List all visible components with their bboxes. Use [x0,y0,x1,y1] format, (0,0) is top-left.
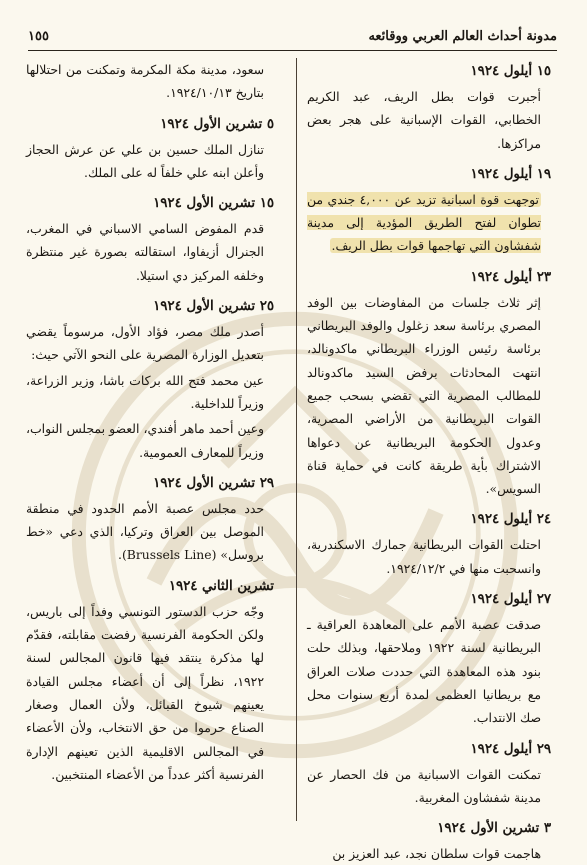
entry-date-heading: ٢٧ أيلول ١٩٢٤ [470,592,551,608]
entry-date-heading: ٢٩ تشرين الأول ١٩٢٤ [153,475,274,491]
entry-date-heading: ١٥ تشرين الأول ١٩٢٤ [153,196,274,212]
entry-text [26,417,264,464]
chronology-entry [26,573,280,786]
entry-date-heading: تشرين الثاني ١٩٢٤ [168,578,274,594]
chronology-entry [307,506,557,580]
entry-date-heading: ٢٤ أيلول ١٩٢٤ [470,512,551,528]
left-column [26,58,280,821]
entry-date-heading: ٢٩ أيلول ١٩٢٤ [470,741,551,757]
entry-text-content: قدم المفوض السامي الاسباني في المغرب، الجنرال أزيفاوا، استقالته بصورة غير منتظرة وخلفه المركيز دي استيلا. [26,221,264,283]
entry-text-content: هاجمت قوات سلطان نجد، عبد العزيز بن [332,846,541,862]
entry-text-content: وجّه حزب الدستور التونسي وفداً إلى باريس، ولكن الحكومة الفرنسية رفضت مقابلته، فقدّم لها مذكرة ينتقد فيها قانون المجالس لسنة ١٩٢٢، نظراً إلى أن أعضاء مجلس القيادة يعينهم شيوخ القبائل، ولأن العمال وصغار الصناع حرموا من حق الانتخاب، ولأن الأعضاء في المجالس الاقليمية الذين تعينهم الإدارة الفرنسية أكثر عدداً من الأعضاء المنتخبين. [26,603,264,782]
entry-text [26,58,264,105]
header-rule [28,50,557,51]
entry-text [307,613,541,729]
chronology-entry [307,736,557,810]
entry-text-content: وعين أحمد ماهر أفندي، العضو بمجلس النواب، وزيراً للمعارف العمومية. [26,421,264,460]
running-title: مدونة أحداث العالم العربي ووقائعه [368,28,557,44]
entry-text-content: أجبرت قوات بطل الريف، عبد الكريم الخطابي، القوات الإسبانية على هجر بعض مراكزها. [307,89,541,151]
column-divider [296,58,297,821]
chronology-entry [26,293,280,464]
entry-text-content: سعود، مدينة مكة المكرمة وتمكنت من احتلالها بتاريخ ١٩٢٤/١٠/١٣. [26,62,264,101]
entry-text [26,217,264,287]
entry-text-content: عين محمد فتح الله بركات باشا، وزير الزراعة، وزيراً للداخلية. [26,372,264,411]
entry-date-heading: ٣ تشرين الأول ١٩٢٤ [437,821,551,837]
page-header [28,26,557,46]
entry-text [307,842,541,865]
entry-text-content: إثر ثلاث جلسات من المفاوضات بين الوفد المصري برئاسة سعد زغلول والوفد البريطاني برئاسة رئيس الوزراء البريطاني ماكدونالد، انتهت المحادثات برفض السيد ماكدونالد للمطالب المصرية التي تقضي بسحب جميع القوات البريطانية من الأراضي المصرية، وعدول الحكومة البريطانية عن دعواها الاشتراك بأية طريقة كانت في حماية قناة السويس». [307,294,541,497]
chronology-entry [307,586,557,729]
entry-text [307,85,541,155]
page-number: ١٥٥ [28,28,49,44]
entry-text [307,188,541,258]
entry-text [26,369,264,416]
chronology-entry [26,111,280,185]
chronology-entry [26,58,280,105]
entry-text [307,533,541,580]
entry-text [307,763,541,810]
entry-text-content: توجهت قوة اسبانية تزيد عن ٤,٠٠٠ جندي من تطوان لفتح الطريق المؤدية إلى مدينة شفشاون التي تهاجمها قوات بطل الريف. [307,191,541,254]
entry-text-content: تمكنت القوات الاسبانية من فك الحصار عن مدينة شفشاون المغربية. [307,766,541,805]
chronology-entry [307,58,557,155]
chronology-entry [26,470,280,567]
entry-text-content: تنازل الملك حسين بن علي عن عرش الحجاز وأعلن ابنه علي خلفاً له على الملك. [26,141,264,180]
entry-date-heading: ٢٣ أيلول ١٩٢٤ [470,269,551,285]
entry-date-heading: ٢٥ تشرين الأول ١٩٢٤ [153,299,274,315]
entry-date-heading: ٥ تشرين الأول ١٩٢٤ [160,116,274,132]
entry-text-content: أصدر ملك مصر، فؤاد الأول، مرسوماً يقضي بتعديل الوزارة المصرية على النحو الآتي حيث: [26,324,264,363]
entry-text [307,291,541,501]
entry-text-content: حدد مجلس عصبة الأمم الحدود في منطقة الموصل بين العراق وتركيا، الذي دعي «خط بروسل» (Brussels Line). [26,500,264,563]
entry-text [26,138,264,185]
chronology-entry [307,161,557,258]
chronology-entry [26,190,280,287]
entry-text [26,320,264,367]
entry-date-heading: ١٥ أيلول ١٩٢٤ [470,64,551,79]
entry-text-content: احتلت القوات البريطانية جمارك الاسكندرية، وانسحبت منها في ١٩٢٤/١٢/٢. [307,537,541,576]
entry-text [26,497,264,567]
chronology-entry [307,815,557,865]
entry-text [26,600,264,786]
entry-text-content: صدقت عصبة الأمم على المعاهدة العراقية ـ البريطانية لسنة ١٩٢٢ وملاحقها، وبذلك حلت بنود هذه المعاهدة التي حددت صلات العراق مع بريطانيا العظمى لمدة أربع سنوات محل صك الانتداب. [307,617,542,726]
entry-date-heading: ١٩ أيلول ١٩٢٤ [470,166,551,182]
chronology-entry [307,264,557,501]
right-column [307,58,557,862]
